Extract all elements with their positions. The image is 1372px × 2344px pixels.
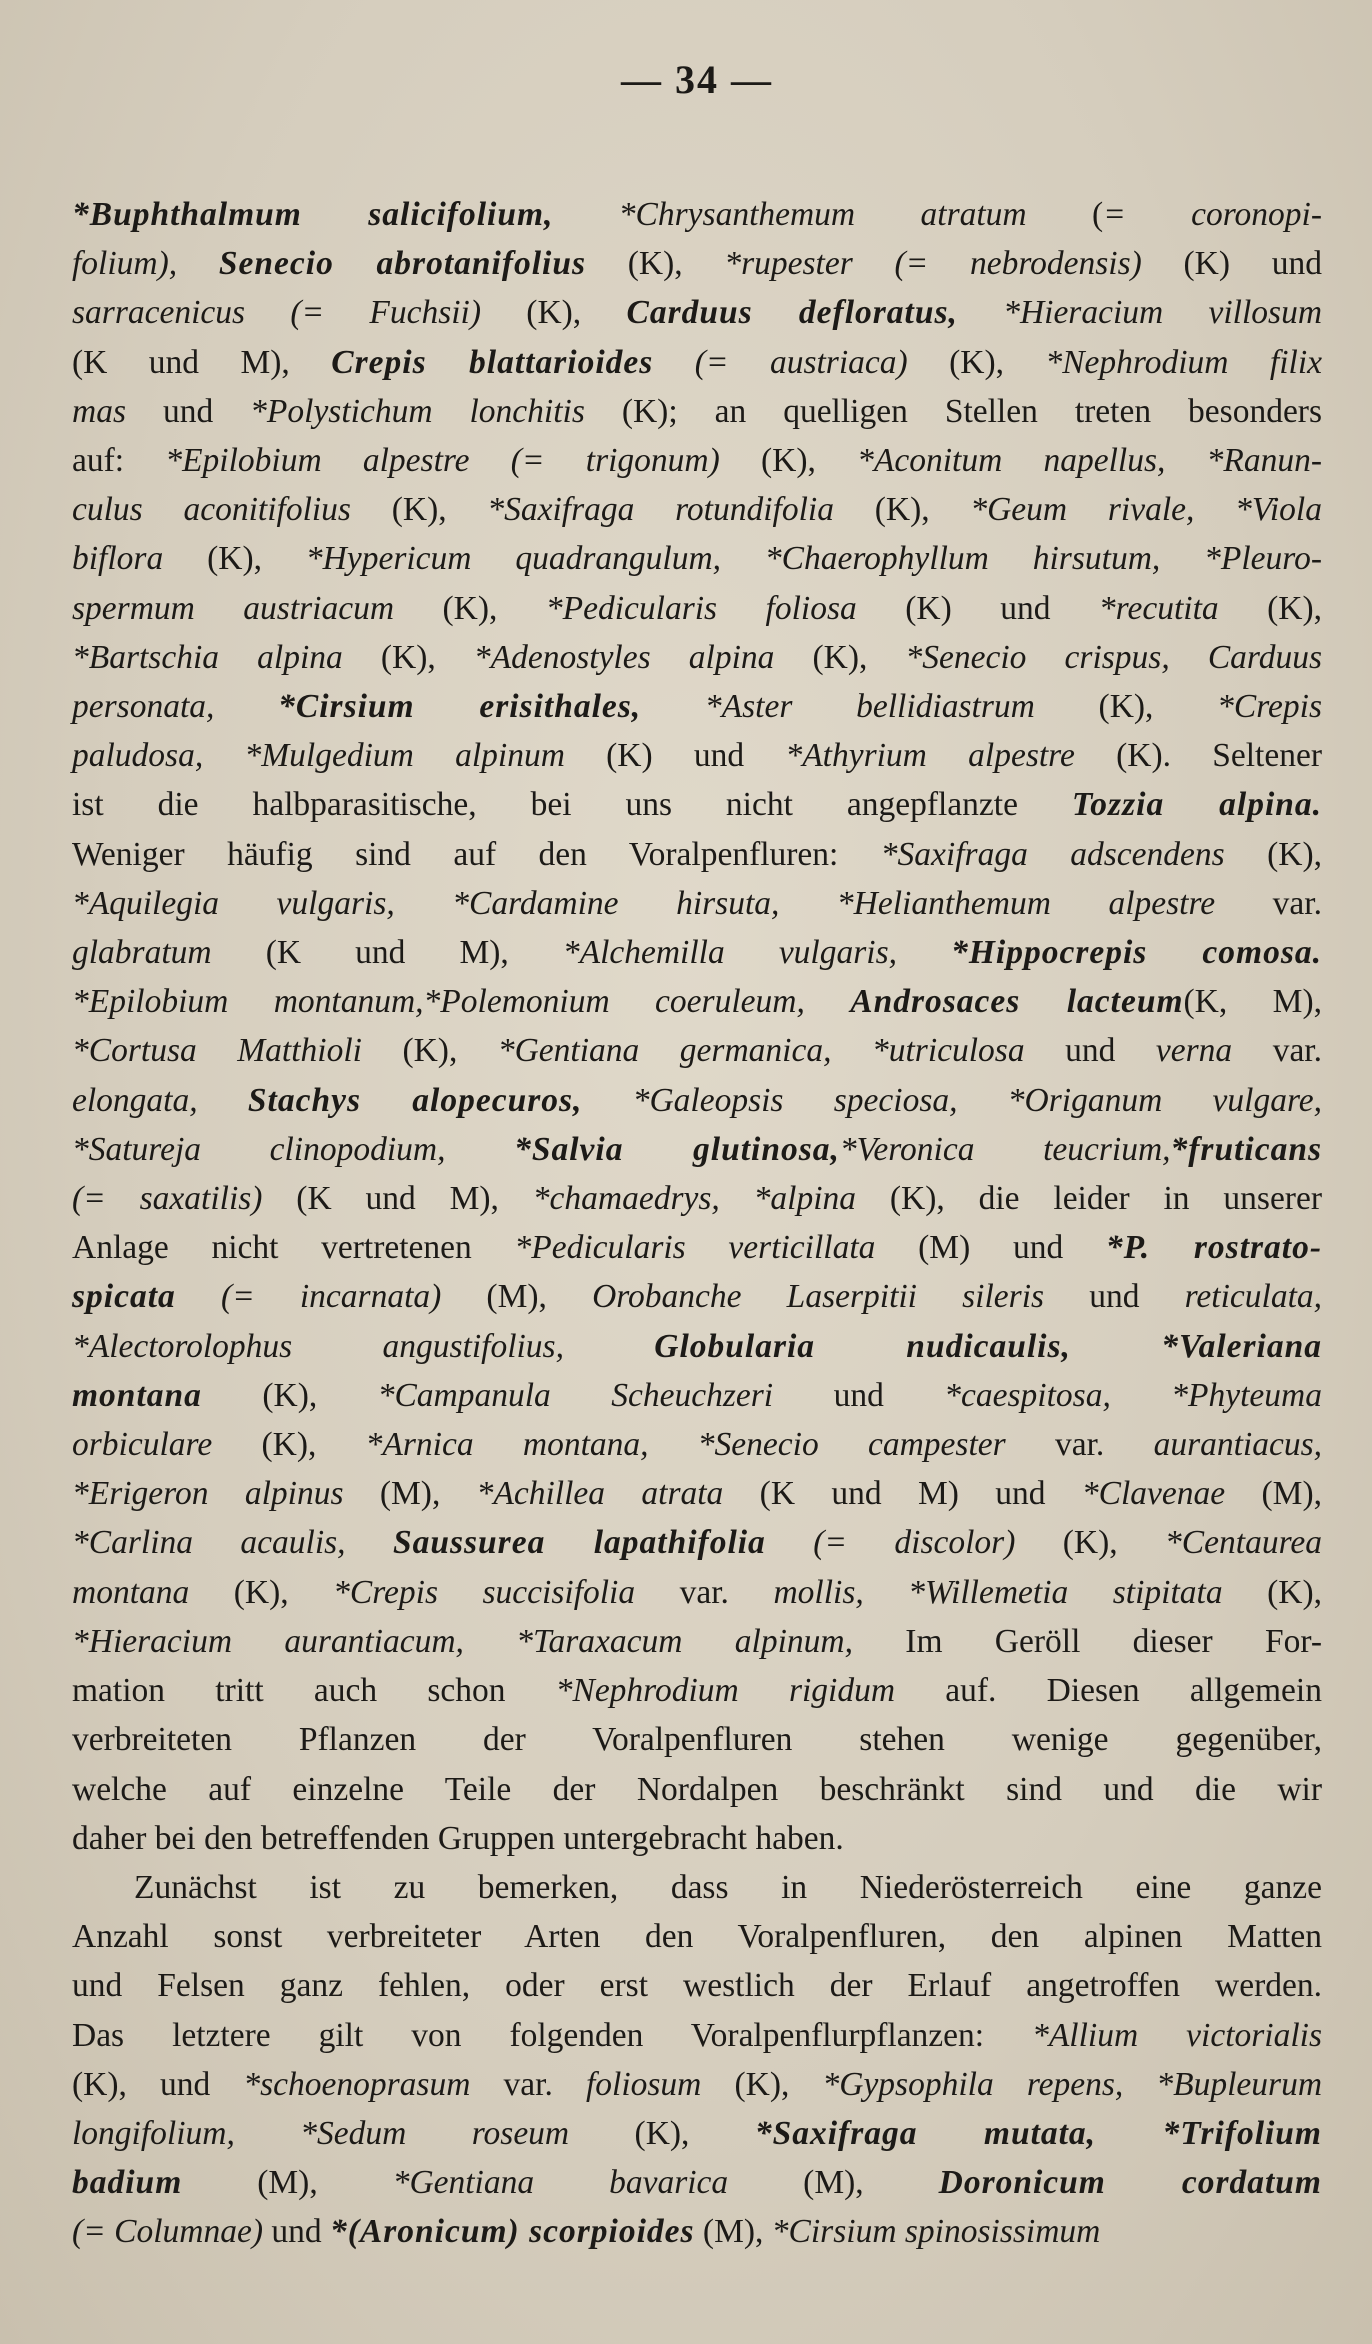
text-run: (K), [201,1376,378,1414]
text-line [72,1371,1322,1420]
text-run: (M) und [875,1229,1106,1267]
species-name-italic: (= saxatilis) [72,1180,263,1218]
species-name-italic: *Athyrium alpestre [785,737,1075,775]
text-line [72,1814,1322,1863]
text-line [72,1765,1322,1814]
species-name-italic: *Gentiana bavarica [392,2164,729,2202]
species-name-italic: *Centaurea [1165,1524,1322,1562]
text-run: auf: [72,442,166,480]
text-run: (K), [907,343,1046,381]
text-run [214,688,278,725]
species-name-italic: (= austriaca) [694,343,908,381]
text-run: (K), [189,1573,334,1611]
text-line [72,682,1322,731]
species-name-bold: *Hippocrepis comosa. [951,934,1322,972]
text-run: (K), [1222,1573,1322,1611]
species-name-italic: *Cortusa Matthioli [72,1032,362,1070]
species-name-italic: *Aquilegia vulgaris, *Cardamine hirsuta, *Helianthemum alpestre [72,884,1216,922]
text-run: (K), [361,1032,498,1070]
text-line [72,534,1322,583]
species-name-italic: *Carlina acaulis, [72,1524,346,1562]
species-name-italic: personata, [72,688,215,726]
species-name-italic: culus aconitifolius [72,491,351,529]
text-run: (K), [394,589,546,627]
species-name-bold: Doronicum cordatum [938,2164,1322,2202]
text-line [72,1125,1322,1174]
species-name-italic: *Allium victorialis [1032,2016,1322,2054]
text-run: ist die halbparasitische, bei uns nicht angepflanzte [72,786,1072,824]
text-line [72,928,1322,977]
text-run: und [1024,1032,1156,1070]
species-name-italic: *Erigeron alpinus [72,1475,344,1513]
text-line [72,1568,1322,1617]
text-run: (K), [163,540,306,578]
text-run: var. [1232,1032,1322,1070]
species-name-italic: *Galeopsis speciosa, *Origanum vulgare, [632,1081,1323,1119]
species-name-italic: aurantiacus, [1153,1426,1322,1464]
species-name-italic: *Crepis [1217,688,1323,726]
text-line [72,387,1322,436]
species-name-italic: sarracenicus (= Fuchsii) [72,294,482,332]
species-name-italic: *Pedicularis verticillata [514,1229,876,1267]
text-run: Das letztere gilt von folgenden Voralpenflurpflanzen: [72,2016,1033,2054]
species-name-italic: = coronopi- [1103,196,1323,233]
text-line [72,1420,1322,1469]
species-name-italic: *Gypsophila repens, *Bupleurum [822,2065,1323,2103]
text-run: (K und M), [72,343,332,381]
text-run [582,1082,632,1119]
text-run: und [773,1376,945,1414]
text-run: (K), [833,491,971,529]
species-name-italic: spermum austriacum [72,589,395,627]
text-run: (K), [1015,1524,1166,1562]
text-line [72,1912,1322,1961]
text-run: (K), die leider in unserer [856,1180,1322,1218]
text-line [72,2207,1322,2256]
text-run: ( [1026,196,1104,233]
species-name-italic: biflora [72,540,164,578]
text-line [72,1518,1322,1567]
species-name-italic: *Epilobium montanum,*Polemonium coeruleum, [72,983,805,1021]
species-name-italic: elongata, [72,1081,198,1119]
species-name-bold: *Salvia glutinosa, [514,1130,840,1168]
text-line [72,2011,1322,2060]
text-run: (K). Seltener [1074,737,1322,775]
text-run: (M), [343,1475,477,1513]
species-name-bold: spicata [72,1278,176,1316]
text-run: (K), und [72,2065,244,2103]
text-run: Weniger häufig sind auf den Voralpenfluren: [72,835,881,873]
species-name-italic: *Bartschia alpina [72,638,343,676]
species-name-bold: Globularia nudicaulis, [654,1327,1071,1365]
text-line [72,731,1322,780]
species-name-italic: *Geum rivale, *Viola [970,491,1322,529]
text-run: daher bei den betreffenden Gruppen untergebracht haben. [72,1819,844,1857]
text-run [897,934,951,971]
species-name-italic: *Nephrodium filix [1045,343,1323,381]
species-name-italic: *Clavenae [1081,1475,1226,1513]
species-name-bold: Androsaces lacteum [850,983,1184,1021]
text-run: und Felsen ganz fehlen, oder erst westlich der Erlauf angetroffen werden. [72,1967,1322,2005]
species-name-italic: *Senecio crispus, Carduus [905,638,1323,676]
species-name-italic: orbiculare [72,1426,213,1464]
species-name-italic: (= Columnae) [72,2213,264,2251]
page-number: — 34 — [621,57,773,102]
text-run [766,1524,813,1561]
text-run: auf. Diesen allgemein [895,1672,1322,1710]
text-run: (K), [1224,835,1322,873]
text-line [72,1617,1322,1666]
text-run: (K), [212,1426,366,1464]
text-run: (M), [694,2213,772,2251]
species-name-italic: *rupester (= nebrodensis) [724,245,1142,283]
text-run: (M), [441,1278,593,1316]
species-name-italic: *Saxifraga rotundifolia [487,491,834,529]
text-run: (M), [728,2164,939,2202]
text-run: und [1044,1278,1185,1316]
text-run [346,1524,393,1561]
species-name-italic: paludosa, *Mulgedium alpinum [72,737,565,775]
species-name-italic: *caespitosa, *Phyteuma [944,1376,1322,1414]
species-name-italic: glabratum [72,934,212,972]
species-name-italic: *Nephrodium rigidum [555,1672,896,1710]
text-line [72,1026,1322,1075]
text-line [72,239,1322,288]
species-name-italic: folium), [72,245,178,283]
text-run [553,196,618,233]
text-run: (K und M), [262,1180,533,1218]
text-line [72,1961,1322,2010]
text-line [72,1322,1322,1371]
species-name-bold: *P. rostrato- [1105,1229,1323,1267]
species-name-italic: *Hypericum quadrangulum, *Chaerophyllum hirsutum, *Pleuro- [305,540,1322,578]
text-run: (K); an quelligen Stellen treten besonders [584,392,1323,430]
species-name-italic: *Polystichum lonchitis [250,392,585,430]
text-run: welche auf einzelne Teile der Nordalpen beschränkt sind und die wir [72,1770,1322,1808]
species-name-italic: reticulata, [1184,1278,1322,1316]
text-line [72,1863,1322,1912]
species-name-italic: *chamaedrys, *alpina [532,1180,857,1218]
text-run [564,1328,654,1365]
text-run: (K), [342,638,474,676]
text-line [72,2158,1322,2207]
text-run: (M), [1225,1475,1322,1513]
text-run: (K), [481,294,627,332]
species-name-italic: foliosum [585,2065,702,2103]
species-name-bold: Tozzia alpina. [1071,786,1323,824]
text-line [72,977,1322,1026]
text-run: (K) und [564,737,786,775]
text-run: var. [1215,884,1322,922]
text-line [72,1076,1322,1125]
species-name-italic: *Aster bellidiastrum [704,688,1035,726]
text-line [72,633,1322,682]
species-name-italic: *recutita [1098,589,1219,627]
species-name-italic: *Aconitum napellus, *Ranun- [857,442,1322,480]
species-name-italic: *Chrysanthemum atratum [618,196,1027,233]
species-name-italic: *Achillea atrata [476,1475,724,1513]
text-run [653,344,694,381]
text-run: Im Geröll dieser For- [852,1622,1322,1660]
text-run: var. [470,2065,586,2103]
text-run [198,1082,248,1119]
species-name-italic: *Campanula Scheuchzeri [377,1376,774,1414]
species-name-bold: *Valeriana [1161,1327,1322,1365]
species-name-bold: Senecio abrotanifolius [218,245,587,283]
species-name-italic: *schoenoprasum [243,2065,471,2103]
text-run: (K), [569,2114,755,2152]
species-name-italic: *Adenostyles alpina [473,638,775,676]
species-name-italic: *Crepis succisifolia [333,1573,636,1611]
species-name-italic: mas [72,392,126,430]
text-line [72,1469,1322,1518]
text-run: (K), [701,2065,823,2103]
text-run: (M), [182,2164,393,2202]
text-run: (K), [586,245,725,283]
text-line [72,584,1322,633]
species-name-bold: Carduus defloratus, [626,294,958,332]
species-name-italic: *Satureja clinopodium, [72,1130,446,1168]
text-run: (K), [719,442,858,480]
text-line [72,1272,1322,1321]
text-run [958,294,1003,331]
text-run: verbreiteten Pflanzen der Voralpenfluren stehen wenige gegenüber, [72,1721,1322,1759]
species-name-italic: *Veronica teucrium, [839,1130,1171,1168]
species-name-bold: *Saxifraga mutata, *Trifolium [754,2114,1322,2152]
species-name-italic: *Alchemilla vulgaris, [562,934,897,972]
species-name-italic: *Pedicularis foliosa [545,589,857,627]
species-name-bold: *Buphthalmum salicifolium, [72,196,554,233]
species-name-bold: montana [72,1376,202,1414]
text-line [72,1715,1322,1764]
species-name-italic: (= incarnata) [220,1278,442,1316]
text-run [805,983,850,1020]
paragraph [72,1863,1322,2257]
species-name-italic: *Gentiana germanica, *utriculosa [497,1032,1025,1070]
species-name-italic: verna [1155,1032,1233,1070]
text-run: (K) und [1141,245,1322,283]
species-name-italic: *Cirsium spinosissimum [771,2213,1101,2251]
text-line [72,830,1322,879]
text-line [72,190,1322,239]
paragraph [72,190,1322,1863]
text-line [72,780,1322,829]
text-run: (K), [774,638,906,676]
text-line [72,338,1322,387]
species-name-italic: *Epilobium alpestre (= trigonum) [165,442,720,480]
species-name-italic: *Hieracium villosum [1003,294,1323,332]
species-name-italic: *Alectorolophus angustifolius, [72,1327,564,1365]
text-run: var. [1005,1426,1154,1464]
text-line [72,436,1322,485]
text-run: Zunächst ist zu bemerken, dass in Niederösterreich eine ganze [134,1868,1322,1906]
species-name-italic: *Arnica montana, *Senecio campester [365,1426,1006,1464]
book-page [72,52,1322,2312]
species-name-bold: Saussurea lapathifolia [392,1524,766,1562]
text-run [445,1131,514,1168]
text-line [72,485,1322,534]
species-name-italic: montana [72,1573,190,1611]
text-run [641,688,705,725]
text-run: (K) und [856,589,1099,627]
text-run [177,245,219,282]
text-line [72,1174,1322,1223]
species-name-bold: *(Aronicum) scorpioides [330,2213,695,2251]
text-run: Anlage nicht vertretenen [72,1229,515,1267]
text-run: und [263,2213,331,2251]
species-name-bold: *Cirsium erisithales, [278,688,642,726]
text-run: (K), [350,491,488,529]
species-name-bold: badium [72,2164,183,2202]
species-name-italic: (= discolor) [813,1524,1016,1562]
species-name-italic: mollis, *Willemetia stipitata [773,1573,1223,1611]
text-line [72,1223,1322,1272]
text-line [72,2060,1322,2109]
species-name-italic: *Saxifraga adscendens [880,835,1225,873]
text-run: mation tritt auch schon [72,1672,556,1710]
text-run [1071,1328,1161,1365]
text-run [176,1278,221,1315]
species-name-italic: Orobanche Laserpitii sileris [592,1278,1045,1316]
text-line [72,1666,1322,1715]
text-run: Anzahl sonst verbreiteter Arten den Voralpenfluren, den alpinen Matten [72,1918,1322,1956]
species-name-bold: Stachys alopecuros, [247,1081,583,1119]
text-run: (K und M) und [723,1475,1082,1513]
body-text [72,190,1322,2257]
text-run: (K), [1218,589,1322,627]
species-name-bold: Crepis blattarioides [331,343,654,381]
text-run: var. [635,1573,774,1611]
species-name-italic: *Hieracium aurantiacum, *Taraxacum alpinum, [72,1622,853,1660]
text-line [72,879,1322,928]
species-name-bold: *fruticans [1170,1130,1323,1168]
text-run: (K, M), [1183,983,1322,1021]
text-run: (K und M), [211,934,563,972]
species-name-italic: longifolium, *Sedum roseum [72,2114,570,2152]
text-run: und [125,392,251,430]
text-run: (K), [1034,688,1218,726]
text-line [72,2109,1322,2158]
text-line [72,288,1322,337]
